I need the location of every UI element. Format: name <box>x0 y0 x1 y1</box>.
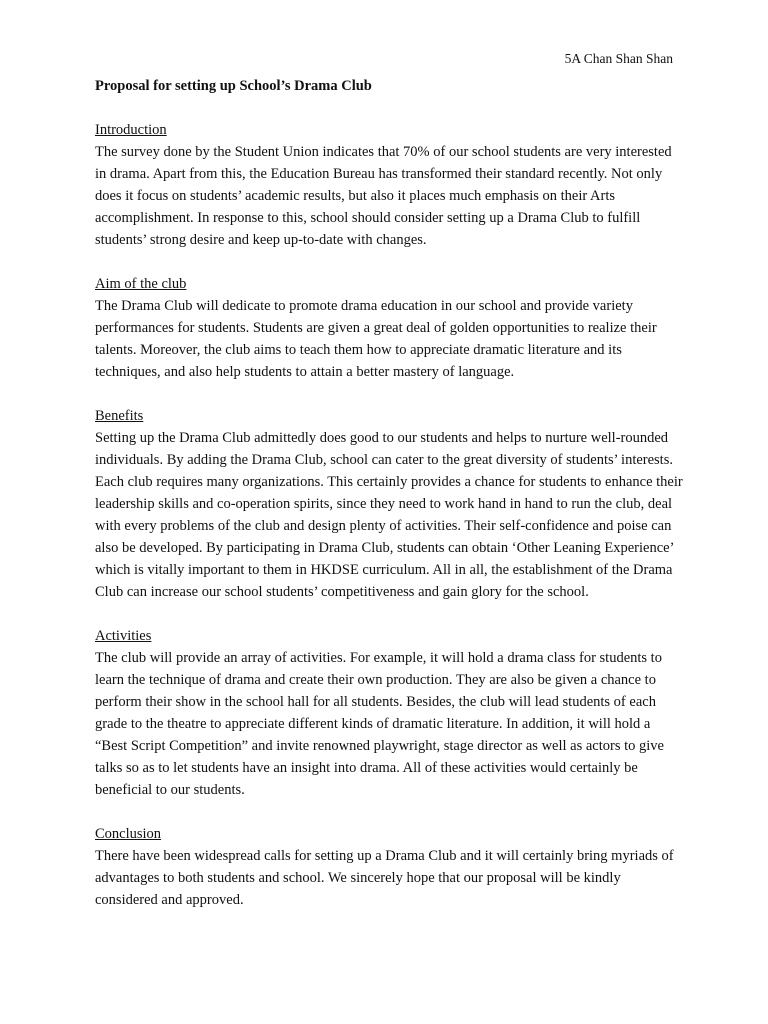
section-body-activities: The club will provide an array of activities. For example, it will hold a drama class for students to learn the technique of drama and create their own production. They are also be given a chance to perform their show in the school hall for all students. Besides, the club will lead students of each grade to the theatre to appreciate different kinds of dramatic literature. In addition, it will hold a “Best Script Competition” and invite renowned playwright, stage director as well as actors to give talks so as to let students have an insight into drama. All of these activities would certainly be beneficial to our students. <box>95 650 664 798</box>
section-introduction <box>95 119 685 251</box>
section-heading-benefits: Benefits <box>95 408 144 424</box>
section-body-introduction: The survey done by the Student Union indicates that 70% of our school students are very interested in drama. Apart from this, the Education Bureau has transformed their standard recently. Not only does it focus on students’ academic results, but also it places much emphasis on their Arts accomplishment. In response to this, school should consider setting up a Drama Club to fulfill students’ strong desire and keep up-to-date with changes. <box>95 144 672 248</box>
section-heading-introduction: Introduction <box>95 122 167 138</box>
section-activities <box>95 625 685 801</box>
section-body-benefits: Setting up the Drama Club admittedly does good to our students and helps to nurture well-rounded individuals. By adding the Drama Club, school can cater to the great diversity of students’ interests. Each club requires many organizations. This certainly provides a chance for students to enhance their leadership skills and co-operation spirits, since they need to work hand in hand to run the club, deal with every problems of the club and design plenty of activities. Their self-confidence and poise can also be developed. By participating in Drama Club, students can obtain ‘Other Leaning Experience’ which is vitally important to them in HKDSE curriculum. All in all, the establishment of the Drama Club can increase our school students’ competitiveness and gain glory for the school. <box>95 430 683 600</box>
section-heading-activities: Activities <box>95 628 152 644</box>
section-conclusion <box>95 823 685 911</box>
section-body-conclusion: There have been widespread calls for setting up a Drama Club and it will certainly bring myriads of advantages to both students and school. We sincerely hope that our proposal will be kindly considered and approved. <box>95 848 674 908</box>
document-title: Proposal for setting up School’s Drama Club <box>95 78 372 94</box>
author-name: 5A Chan Shan Shan <box>564 51 673 66</box>
section-heading-conclusion: Conclusion <box>95 826 162 842</box>
section-benefits <box>95 405 685 603</box>
document-content <box>95 75 685 933</box>
section-heading-aim: Aim of the club <box>95 276 187 292</box>
section-body-aim: The Drama Club will dedicate to promote drama education in our school and provide variety performances for students. Students are given a great deal of golden opportunities to realize their talents. Moreover, the club aims to teach them how to appreciate dramatic literature and its techniques, and also help students to attain a better mastery of language. <box>95 298 657 380</box>
section-aim <box>95 273 685 383</box>
